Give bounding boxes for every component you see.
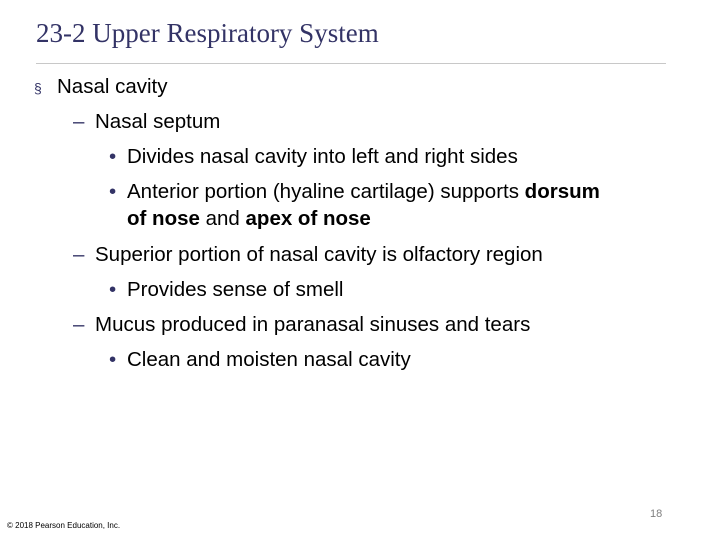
page-number: 18 (650, 508, 663, 520)
title-divider (36, 63, 666, 64)
bullet-clean-moisten (109, 348, 411, 372)
bullet-text: Superior portion of nasal cavity is olfactory region (95, 243, 543, 266)
dot-bullet-icon: • (109, 348, 117, 371)
bullet-anterior-portion (109, 180, 600, 204)
bullet-nasal-cavity (34, 75, 168, 99)
bullet-text: Provides sense of smell (127, 278, 344, 301)
dot-bullet-icon: • (109, 278, 117, 301)
bullet-bold-dorsum: dorsum (524, 180, 600, 203)
dash-bullet-icon: – (73, 110, 85, 133)
dash-bullet-icon: – (73, 243, 85, 266)
bullet-anterior-portion-cont (127, 207, 371, 231)
bullet-text: Nasal septum (95, 110, 221, 133)
dot-bullet-icon: • (109, 145, 117, 168)
bullet-text: Clean and moisten nasal cavity (127, 348, 411, 371)
bullet-sense-of-smell (109, 278, 344, 302)
bullet-superior-portion (73, 243, 543, 267)
bullet-nasal-septum (73, 110, 221, 134)
bullet-mucus (73, 313, 531, 337)
copyright-notice: © 2018 Pearson Education, Inc. (7, 521, 121, 530)
bullet-text: Divides nasal cavity into left and right sides (127, 145, 518, 168)
dash-bullet-icon: – (73, 313, 85, 336)
dot-bullet-icon: • (109, 180, 117, 203)
section-bullet-icon: § (34, 80, 42, 96)
bullet-divides (109, 145, 518, 169)
bullet-text-mid: and (199, 207, 246, 230)
bullet-text-pre: Anterior portion (hyaline cartilage) supports (127, 180, 525, 203)
bullet-text: Mucus produced in paranasal sinuses and tears (95, 313, 531, 336)
slide-title: 23-2 Upper Respiratory System (36, 18, 379, 48)
bullet-bold-of-nose: of nose (127, 207, 200, 230)
bullet-text: Nasal cavity (57, 75, 168, 98)
bullet-bold-apex: apex of nose (245, 207, 371, 230)
